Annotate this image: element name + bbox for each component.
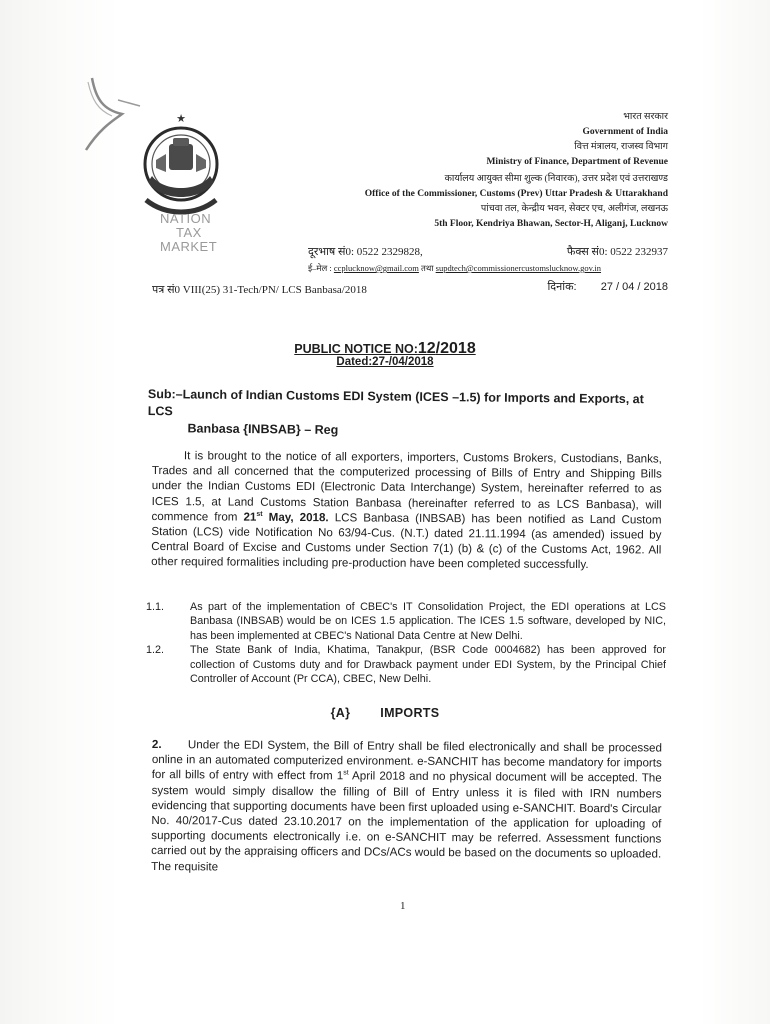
notice-title-suffix: /2018: [435, 340, 476, 357]
list-item-number: 1.2.: [146, 644, 165, 657]
letterhead-hi-office: कार्यालय आयुक्त सीमा शुल्क (निवारक), उत्तर प्रदेश एवं उत्तराखण्ड: [444, 174, 668, 184]
email-join: तथा: [421, 263, 434, 273]
notice-title-prefix: PUBLIC NOTICE NO:: [294, 342, 418, 356]
imports-text-2: April 2018 and no physical document will be accepted. The system would simply disallow the filling of Bill of Entry unless it is filed with IRN numbers evidencing that supporting documents have been first uploaded using e-SANCHIT. Board's Circular No. 40/2017-Cus dated 23.10.2017 on the implementation of the application for uploading of supporting documents electronically i.e. on e-SANCHIT may be referred. Assessment functions carried out by the appraising officers and DCs/ACs would be based on the documents so uploaded. The requisite: [151, 769, 662, 874]
intro-date-rest: May, 2018.: [262, 510, 329, 525]
svg-text:★: ★: [176, 113, 186, 125]
imports-paragraph: [151, 737, 662, 877]
email-link-2[interactable]: supdtech@commissionercustomslucknow.gov.in: [435, 263, 602, 273]
letterhead-hi-address: पांचवा तल, केन्द्रीय भवन, सेक्टर एच, अलीगंज, लखनऊ: [480, 204, 668, 214]
letterhead-office: Office of the Commissioner, Customs (Prev) Uttar Pradesh & Uttarakhand: [364, 189, 668, 199]
list-item-text: The State Bank of India, Khatima, Tanakpur, (BSR Code 0004682) has been approved for collection of Customs duty and for Drawback payment under EDI System, by the Principal Chief Controller of Account (Pr CCA), CBEC, New Delhi.: [190, 644, 666, 686]
imports-text-1: Under the EDI System, the Bill of Entry shall be filed electronically and shall be processed online in an automated computerized environment. e-SANCHIT has become mandatory for imports for all bills of entry with effect from 1: [151, 738, 662, 783]
intro-date-day: 21: [243, 510, 257, 524]
email-line: [308, 263, 668, 274]
watermark-line: TAX: [176, 225, 202, 240]
section-label: {A}: [330, 706, 351, 720]
email-prefix: ई–मेल :: [308, 263, 332, 273]
email-link-1[interactable]: ccplucknow@gmail.com: [333, 263, 419, 273]
letterhead-hi-ministry: वित्त मंत्रालय, राजस्व विभाग: [574, 142, 668, 152]
section-title: IMPORTS: [380, 706, 440, 720]
page-number: 1: [400, 900, 406, 912]
customs-emblem-icon: [136, 112, 226, 222]
imports-number: 2.: [151, 738, 162, 752]
reference-number: पत्र सं0 VIII(25) 31-Tech/PN/ LCS Banbasa/2018: [152, 284, 367, 296]
numbered-list: [146, 600, 666, 686]
letterhead-ministry: Ministry of Finance, Department of Revenue: [486, 157, 668, 167]
subject-line-1: Sub:–Launch of Indian Customs EDI System (ICES –1.5) for Imports and Exports, at LCS: [147, 386, 644, 419]
intro-date-sup: st: [256, 510, 263, 518]
letterhead: [288, 110, 668, 232]
watermark-line: NATION: [160, 211, 212, 226]
list-item: [146, 600, 666, 643]
date-label: दिनांक:: [547, 281, 577, 293]
intro-text-2: LCS Banbasa (INBSAB) has been notified as Land Custom Station (LCS) vide Notification No 63/94-Cus. (N.T.) dated 21.11.1994 (as amended) issued by Central Board of Excise and Customs under Section 7(1) (b) & (c) of the Customs Act, 1962. All other required formalities including pre-production have been completed successfully.: [151, 511, 662, 572]
watermark-line: MARKET: [160, 239, 218, 254]
letterhead-hi-government: भारत सरकार: [623, 112, 668, 122]
letterhead-government: Government of India: [582, 127, 668, 137]
notice-number: 12: [417, 340, 436, 357]
list-item-number: 1.1.: [146, 601, 165, 613]
intro-paragraph: [151, 448, 662, 573]
subject-line: [147, 386, 658, 442]
list-item-text: As part of the implementation of CBEC's IT Consolidation Project, the EDI operations at LCS Banbasa (INBSAB) would be on ICES 1.5 application. The ICES 1.5 software, developed by NIC, has been implemented at CBEC's National Data Centre at New Delhi.: [190, 601, 666, 642]
subject-line-2: Banbasa {INBSAB} – Reg: [187, 421, 339, 437]
imports-sup: st: [343, 769, 349, 777]
intro-date: [243, 510, 328, 524]
intro-text-1: It is brought to the notice of all exporters, importers, Customs Brokers, Custodians, Banks, Trades and all concerned that the computerized processing of Bills of Entry and Shipping Bills under the Indian Customs EDI (Electronic Data Interchange) System, hereinafter referred to as ICES 1.5, at Land Customs Station Banbasa (hereinafter referred to as LCS Banbasa), will commence from: [151, 449, 662, 524]
notice-dated: Dated:27-/04/2018: [336, 356, 434, 368]
section-heading-imports: [0, 706, 770, 720]
fax-number: फैक्स सं0: 0522 232937: [566, 246, 668, 258]
date-value: 27 / 04 / 2018: [600, 281, 668, 293]
watermark-logo: [160, 212, 217, 254]
phone-number: दूरभाष सं0: 0522 2329828,: [308, 246, 423, 258]
list-item: [146, 643, 666, 686]
letterhead-address: 5th Floor, Kendriya Bhawan, Sector-H, Aliganj, Lucknow: [434, 219, 668, 229]
date-line: [547, 279, 668, 294]
